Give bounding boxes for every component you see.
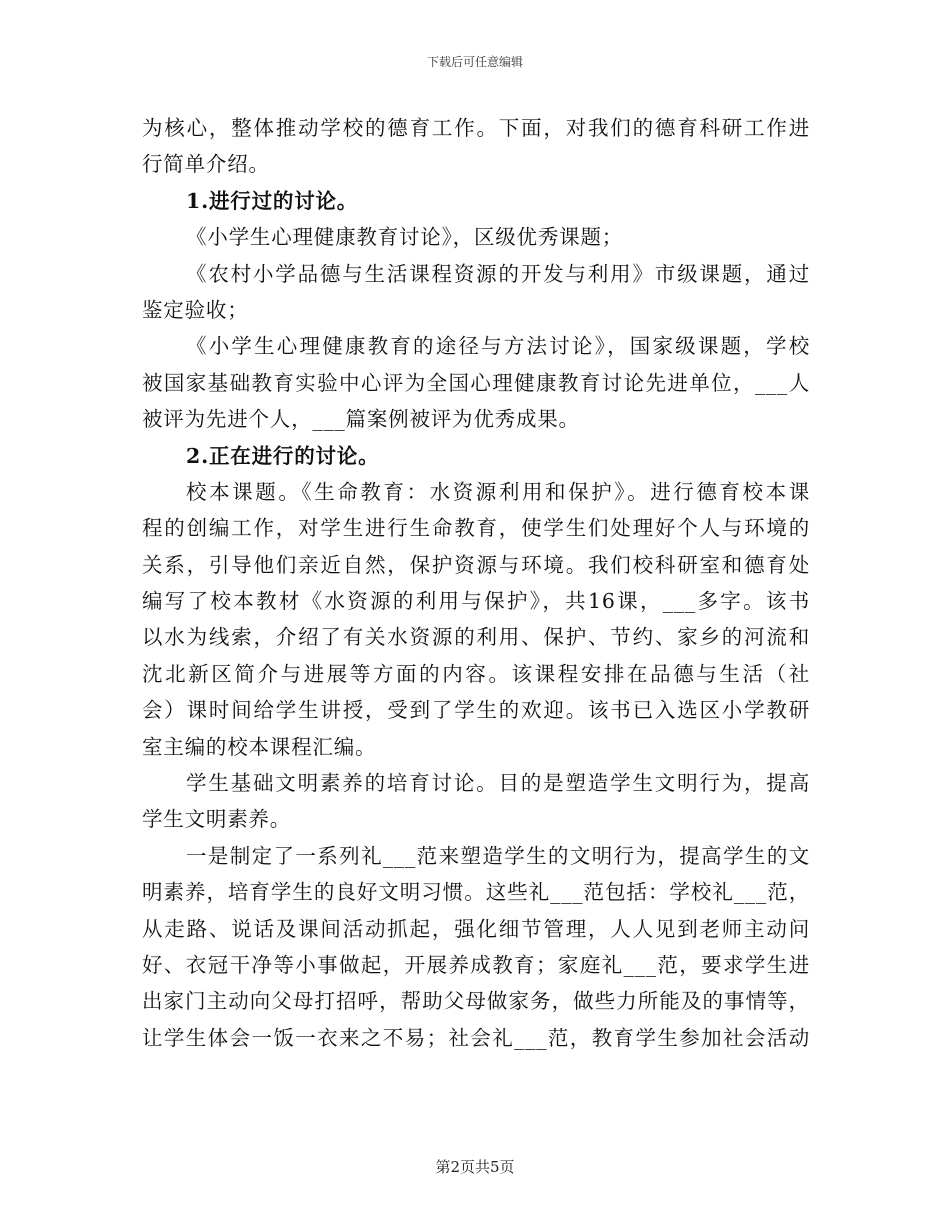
paragraph-line: 校本课题。《生命教育：水资源利用和保护》。进行德育校本课	[186, 479, 810, 504]
paragraph-line: 从走路、说话及课间活动抓起，强化细节管理，人人见到老师主动问	[142, 916, 810, 941]
paragraph-line: 以水为线索，介绍了有关水资源的利用、保护、节约、家乡的河流和	[142, 625, 810, 650]
paragraph-line: 被国家基础教育实验中心评为全国心理健康教育讨论先进单位，___人	[142, 370, 810, 395]
paragraph-line: 关系，引导他们亲近自然，保护资源与环境。我们校科研室和德育处	[142, 552, 810, 577]
section-heading: 2.正在进行的讨论。	[186, 443, 380, 468]
paragraph-line: 《农村小学品德与生活课程资源的开发与利用》市级课题，通过	[186, 261, 810, 286]
paragraph-line: 行简单介绍。	[142, 152, 270, 177]
document-body	[142, 110, 810, 1056]
paragraph-line: 一是制定了一系列礼___范来塑造学生的文明行为，提高学生的文	[186, 843, 810, 868]
paragraph-line: 《小学生心理健康教育的途径与方法讨论》，国家级课题，学校	[186, 334, 810, 359]
paragraph-line: 程的创编工作，对学生进行生命教育，使学生们处理好个人与环境的	[142, 516, 810, 541]
paragraph-line: 会）课时间给学生讲授，受到了学生的欢迎。该书已入选区小学教研	[142, 698, 810, 723]
page-footer: 第2页共5页	[435, 1158, 515, 1176]
paragraph-line: 学生基础文明素养的培育讨论。目的是塑造学生文明行为，提高	[186, 771, 810, 796]
paragraph-line: 沈北新区简介与进展等方面的内容。该课程安排在品德与生活（社	[142, 661, 810, 686]
paragraph-line: 编写了校本教材《水资源的利用与保护》，共16课，___多字。该书	[142, 589, 810, 614]
paragraph-line: 室主编的校本课程汇编。	[142, 734, 377, 759]
page-header: 下载后可任意编辑	[426, 55, 523, 69]
paragraph-line: 被评为先进个人，___篇案例被评为优秀成果。	[142, 407, 580, 432]
paragraph-line: 鉴定验收；	[142, 297, 249, 322]
paragraph-line: 为核心，整体推动学校的德育工作。下面，对我们的德育科研工作进	[142, 116, 810, 140]
paragraph-line: 出家门主动向父母打招呼，帮助父母做家务，做些力所能及的事情等，	[142, 989, 810, 1014]
section-heading: 1.进行过的讨论。	[186, 188, 359, 213]
paragraph-line: 明素养，培育学生的良好文明习惯。这些礼___范包括：学校礼___范，	[142, 880, 810, 905]
paragraph-line: 让学生体会一饭一衣来之不易；社会礼___范，教育学生参加社会活动	[142, 1025, 810, 1050]
paragraph-line: 学生文明素养。	[142, 807, 292, 832]
paragraph-line: 《小学生心理健康教育讨论》，区级优秀课题；	[186, 225, 624, 250]
paragraph-line: 好、衣冠干净等小事做起，开展养成教育；家庭礼___范，要求学生进	[142, 952, 810, 977]
